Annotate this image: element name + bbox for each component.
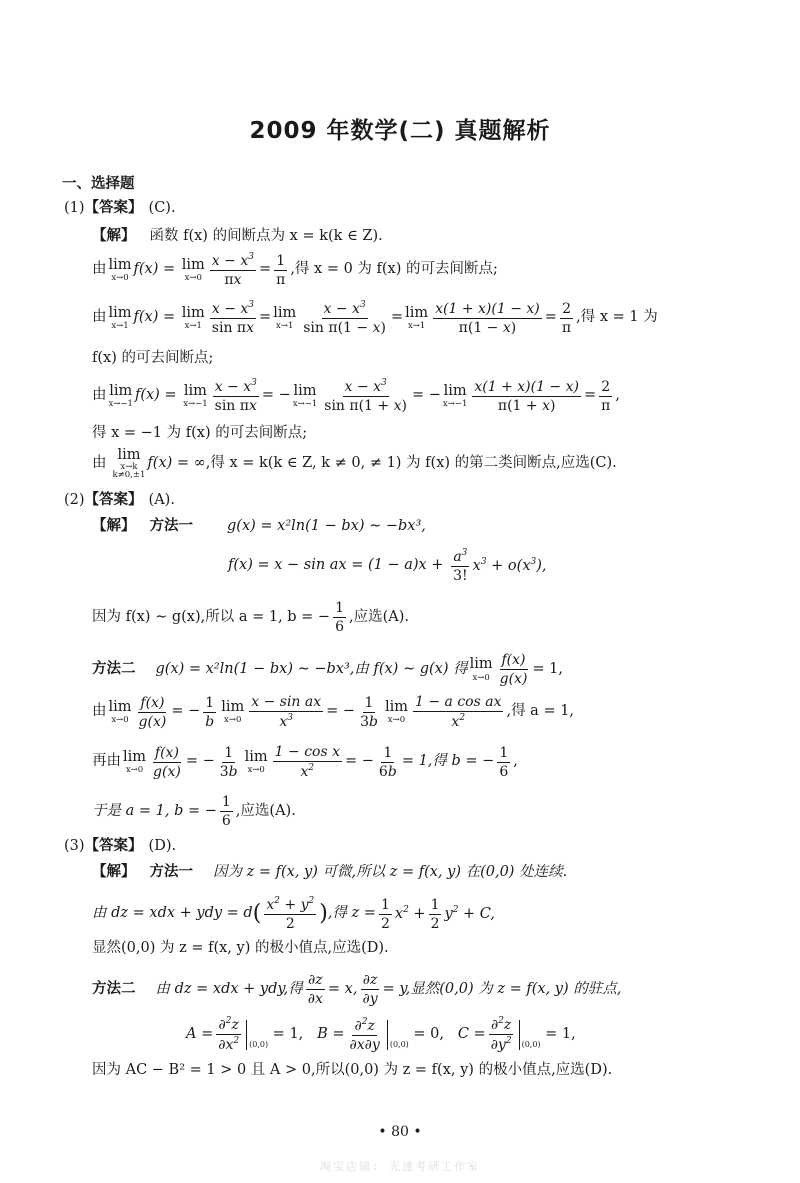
q2-m1-l3: 因为 f(x) ∼ g(x),所以 a = 1, b = − — [92, 608, 331, 625]
q3-m1-integral: 由 dz = xdx + ydy = d ( $\frac{x^2 + y^2}{2}$ ) ,得 z = $\frac{1}{2}$ $x^2$ + $\frac{1}{2}$ $y^2 + C$, — [92, 896, 495, 933]
section-heading: 一、选择题 — [62, 176, 135, 192]
q2-method2-label: 方法二 — [92, 660, 136, 677]
q3-method1-line — [92, 864, 567, 881]
q2-number: (2) — [64, 492, 85, 508]
q3-m1-l3: 显然(0,0) 为 z = f(x, y) 的极小值点,应选(D). — [92, 940, 389, 956]
q2-m2-conclusion: 于是 a = 1, b = − $\frac{1}{6}$ ,应选(A). — [92, 794, 296, 830]
q2-f-expansion: f(x) = x − sin ax = (1 − a)x + $\frac{a^3}{3!}$ $x^3 + o(x^3)$, — [228, 548, 547, 585]
q2-answer-label: 【答案】 — [84, 492, 143, 508]
q3-number: (3) — [64, 838, 85, 854]
q2-m2-second-limit: 再由 lim x→0 $\frac{f(x)}{g(x)}$ = − $\frac{1}{3b}$ lim x→0 $\frac{\text{1 − cos x}}{x^2}$ = − $\frac{1}{6b}$ = 1,得 b = − $\frac{1}{6}$ , — [92, 744, 518, 781]
q2-m2-limit: 由 lim x→0 $\frac{f(x)}{g(x)}$ = − $\frac{1}{b}$ lim x→0 $\frac{\text{x − sin ax}}{x^3}$ = − $\frac{1}{3b}$ lim x→0 $\frac{\text{1 − a cos ax}}{x^2}$ ,得 a = 1, — [92, 694, 575, 731]
q1-l4-prefix: 由 — [92, 387, 107, 404]
q3-m2-l1-end: = y,显然(0,0) 为 z = f(x, y) 的驻点, — [382, 980, 622, 997]
q3-m2-l1-start: 由 dz = xdx + ydy,得 — [155, 980, 303, 997]
q3-method2-label: 方法二 — [92, 980, 136, 997]
q2-m2-l3-start: 再由 — [92, 753, 121, 770]
q2-answer: (A). — [148, 492, 175, 508]
q3-m1-l2-start: 由 dz = xdx + ydy = d — [92, 905, 253, 922]
q2-m1-l1: g(x) = x²ln(1 − bx) ∼ −bx³, — [227, 518, 426, 534]
q2-m2-l2-end: ,得 a = 1, — [506, 703, 575, 720]
q1-answer-label: 【答案】 — [84, 200, 143, 216]
q2-answer-line — [64, 492, 175, 509]
q2-solution-label: 【解】 — [92, 518, 136, 534]
q1-limit-at-0: 由 lim x→0 f(x) = lim x→0 $\frac{x - x^3}{\pi x}$ = $\frac{1}{\pi}$ ,得 x = 0 为 f(x) 的可去间断点; — [92, 252, 498, 289]
q1-solution-line — [92, 228, 383, 245]
q1-l2-prefix: 由 — [92, 309, 107, 326]
q1-solution-label: 【解】 — [92, 228, 136, 244]
q1-limit-at-minus-1: 由 lim x→−1 f(x) = lim x→−1 $\frac{x - x^3}{\text{sin πx}}$ = − lim x→−1 $\frac{x - x^3}{\text{sin π(1 + x)}}$ = − lim x→−1 $\frac{x(1 + x)(1 - x)}{\pi(1 + x)}$ = $\frac{2}{\pi}$ , — [92, 378, 620, 415]
q2-m2-l4: 于是 a = 1, b = − — [92, 802, 217, 819]
q3-m1-l1: 因为 z = f(x, y) 可微,所以 z = f(x, y) 在(0,0) 处连续. — [213, 864, 568, 880]
q2-method1-label: 方法一 — [149, 518, 193, 534]
q3-answer-label: 【答案】 — [84, 838, 143, 854]
watermark: 淘宝店铺: 光速考研工作室 — [319, 1160, 481, 1173]
q2-method1-line — [92, 518, 426, 535]
q2-m2-prefix: 由 — [92, 703, 107, 720]
q1-l2-suffix: ,得 x = 1 为 — [576, 309, 658, 326]
q3-solution-label: 【解】 — [92, 864, 136, 880]
q3-answer: (D). — [148, 838, 177, 854]
q2-m1-conclusion: 因为 f(x) ∼ g(x),所以 a = 1, b = − $\frac{1}{6}$ ,应选(A). — [92, 600, 410, 636]
q3-m2-l3: 因为 AC − B² = 1 > 0 且 A > 0,所以(0,0) 为 z = f(x, y) 的极小值点,应选(D). — [92, 1062, 613, 1078]
q1-answer-line — [64, 200, 176, 217]
q2-m1-l3-end: ,应选(A). — [349, 608, 410, 625]
q2-m2-l4-end: ,应选(A). — [235, 802, 296, 819]
q1-number: (1) — [64, 200, 85, 216]
q2-m2-l1: g(x) = x²ln(1 − bx) ∼ −bx³,由 f(x) ∼ g(x) 得 — [155, 660, 468, 677]
q1-l6-suffix: ,得 x = k(k ∈ Z, k ≠ 0, ≠ 1) 为 f(x) 的第二类间断点,应选(C). — [205, 455, 617, 472]
q1-l1-suffix: ,得 x = 0 为 f(x) 的可去间断点; — [290, 261, 498, 278]
q1-intro: 函数 f(x) 的间断点为 x = k(k ∈ Z). — [149, 228, 383, 244]
q3-m1-l2-mid: ,得 z = — [327, 905, 376, 922]
q3-second-derivatives: A = $\frac{\partial^2z}{\partial x^2}$ (0,0) = 1, B = $\frac{\partial^2z}{\partial x\partial y}$ (0,0) = 0, C = $\frac{\partial^2z}{\partial y^2}$ (0,0) = 1, — [186, 1016, 576, 1054]
q3-answer-line — [64, 838, 176, 855]
q1-l6-prefix: 由 — [92, 455, 107, 472]
page-title: 2009 年数学(二) 真题解析 — [249, 118, 551, 144]
q1-limit-at-1: 由 lim x→1 f(x) = lim x→1 $\frac{x - x^3}{\text{sin πx}}$ = lim x→1 $\frac{x - x^3}{\text{sin π(1 − x)}}$ = lim x→1 $\frac{x(1 + x)(1 - x)}{\pi(1 - x)}$ = $\frac{2}{\pi}$ ,得 x = 1 为 — [92, 300, 658, 337]
q2-method2-line: 方法二 g(x) = x²ln(1 − bx) ∼ −bx³,由 f(x) ∼ g(x) 得 lim x→0 $\frac{f(x)}{g(x)}$ = 1, — [92, 652, 563, 688]
q1-l5: 得 x = −1 为 f(x) 的可去间断点; — [92, 425, 308, 441]
q3-method2-line: 方法二 由 dz = xdx + ydy,得 $\frac{\partial z}{\partial x}$ = x, $\frac{\partial z}{\partial y}$ = y,显然(0,0) 为 z = f(x, y) 的驻点, — [92, 972, 622, 1008]
page-number: • 80 • — [378, 1124, 422, 1140]
q1-limit-at-k: 由 lim x→k k≠0,±1 f(x) = ∞ ,得 x = k(k ∈ Z, k ≠ 0, ≠ 1) 为 f(x) 的第二类间断点,应选(C). — [92, 447, 617, 481]
q1-l3: f(x) 的可去间断点; — [92, 350, 214, 366]
q1-answer: (C). — [148, 200, 176, 216]
q3-method1-label: 方法一 — [149, 864, 193, 880]
q1-l1-prefix: 由 — [92, 261, 107, 278]
